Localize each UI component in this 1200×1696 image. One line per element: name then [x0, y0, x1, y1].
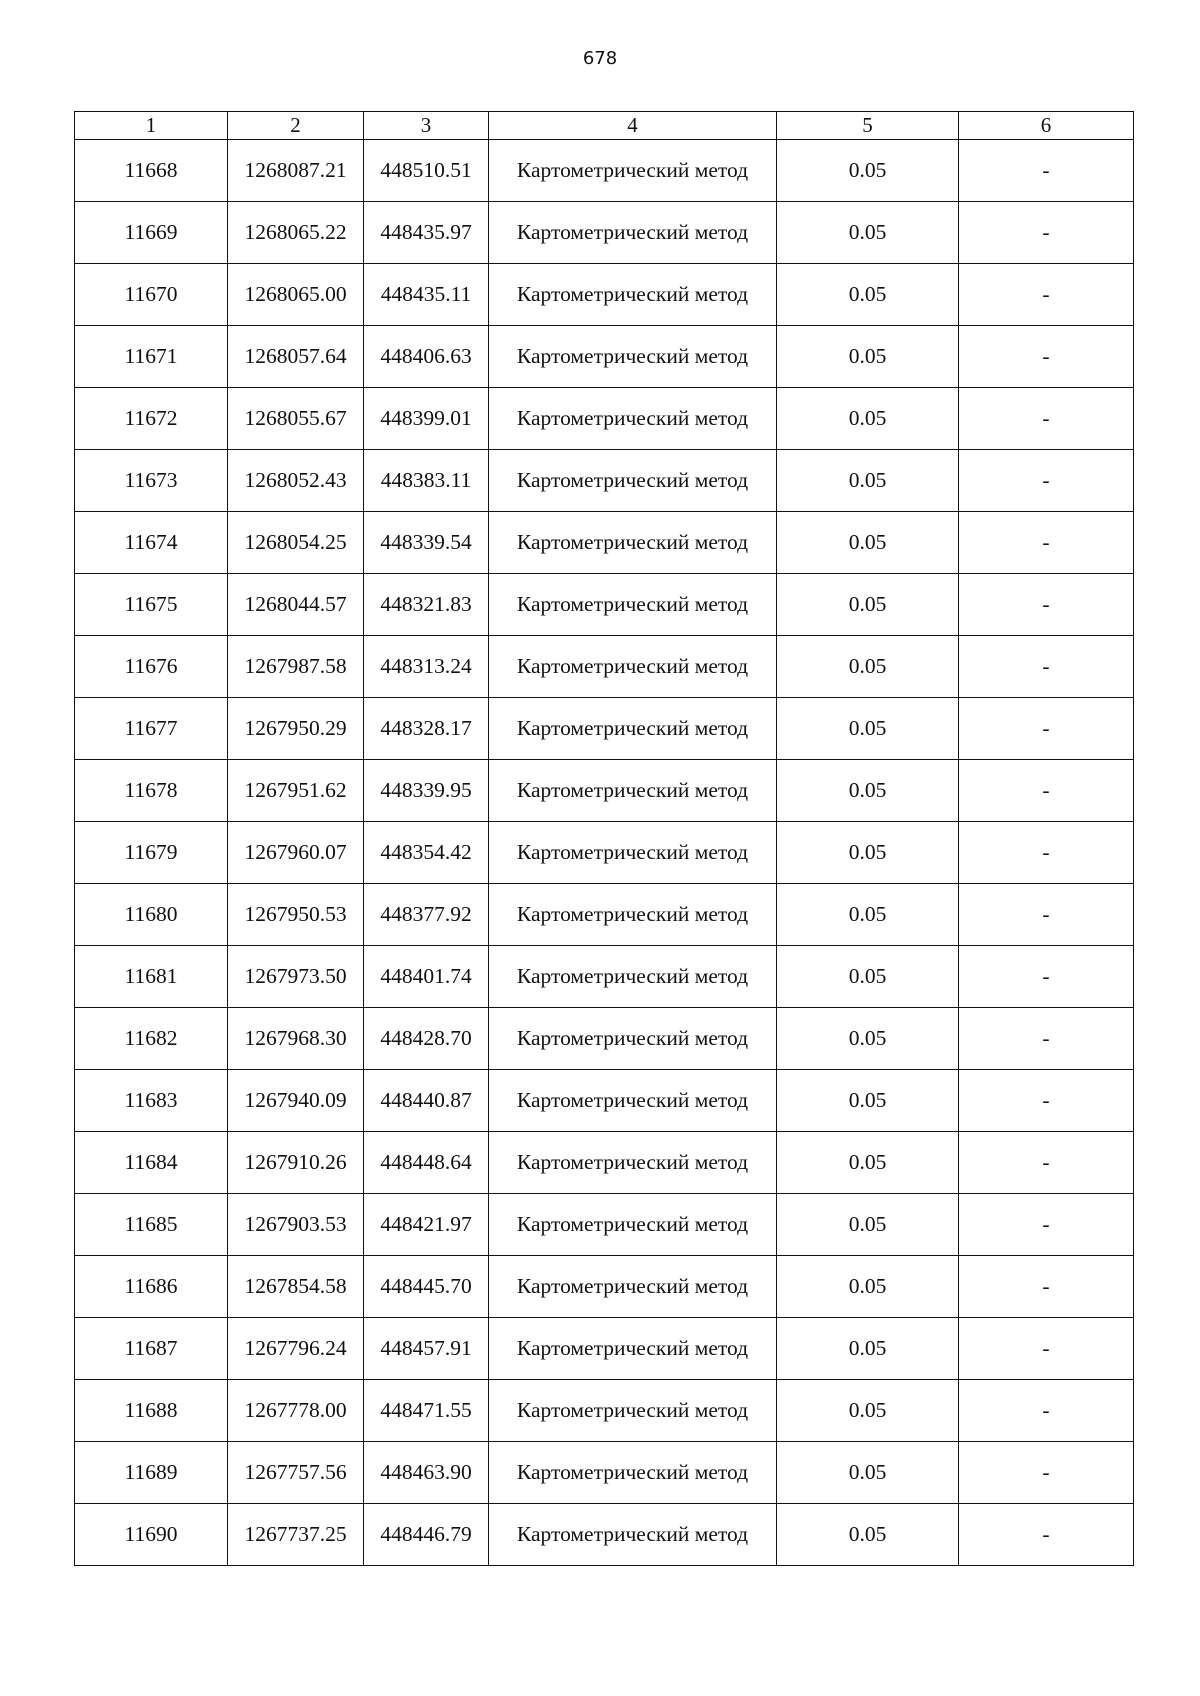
- note-cell: -: [959, 760, 1134, 822]
- point-number-cell: 11677: [75, 698, 228, 760]
- method-cell: Картометрический метод: [489, 140, 777, 202]
- coordinates-table: [74, 111, 1134, 1566]
- table-row: [75, 636, 1134, 698]
- method-cell: Картометрический метод: [489, 450, 777, 512]
- y-coordinate-cell: 448435.11: [364, 264, 489, 326]
- accuracy-cell: 0.05: [777, 450, 959, 512]
- x-coordinate-cell: 1267796.24: [228, 1318, 364, 1380]
- x-coordinate-cell: 1267950.53: [228, 884, 364, 946]
- note-cell: -: [959, 1256, 1134, 1318]
- point-number-cell: 11686: [75, 1256, 228, 1318]
- x-coordinate-cell: 1267987.58: [228, 636, 364, 698]
- accuracy-cell: 0.05: [777, 1132, 959, 1194]
- note-cell: -: [959, 1008, 1134, 1070]
- accuracy-cell: 0.05: [777, 760, 959, 822]
- method-cell: Картометрический метод: [489, 636, 777, 698]
- table-row: [75, 1504, 1134, 1566]
- table-row: [75, 1194, 1134, 1256]
- table-body: [75, 140, 1134, 1566]
- method-cell: Картометрический метод: [489, 1442, 777, 1504]
- y-coordinate-cell: 448435.97: [364, 202, 489, 264]
- point-number-cell: 11681: [75, 946, 228, 1008]
- method-cell: Картометрический метод: [489, 574, 777, 636]
- note-cell: -: [959, 512, 1134, 574]
- note-cell: -: [959, 1194, 1134, 1256]
- y-coordinate-cell: 448471.55: [364, 1380, 489, 1442]
- note-cell: -: [959, 264, 1134, 326]
- column-header: 1: [75, 112, 228, 140]
- accuracy-cell: 0.05: [777, 326, 959, 388]
- table-row: [75, 202, 1134, 264]
- table-row: [75, 574, 1134, 636]
- y-coordinate-cell: 448446.79: [364, 1504, 489, 1566]
- point-number-cell: 11671: [75, 326, 228, 388]
- note-cell: -: [959, 202, 1134, 264]
- point-number-cell: 11676: [75, 636, 228, 698]
- accuracy-cell: 0.05: [777, 1008, 959, 1070]
- table-row: [75, 822, 1134, 884]
- accuracy-cell: 0.05: [777, 884, 959, 946]
- column-header: 5: [777, 112, 959, 140]
- note-cell: -: [959, 946, 1134, 1008]
- x-coordinate-cell: 1267910.26: [228, 1132, 364, 1194]
- point-number-cell: 11679: [75, 822, 228, 884]
- method-cell: Картометрический метод: [489, 1380, 777, 1442]
- point-number-cell: 11675: [75, 574, 228, 636]
- column-header: 2: [228, 112, 364, 140]
- note-cell: -: [959, 1132, 1134, 1194]
- method-cell: Картометрический метод: [489, 512, 777, 574]
- x-coordinate-cell: 1268087.21: [228, 140, 364, 202]
- method-cell: Картометрический метод: [489, 1504, 777, 1566]
- accuracy-cell: 0.05: [777, 1504, 959, 1566]
- column-header: 3: [364, 112, 489, 140]
- x-coordinate-cell: 1267757.56: [228, 1442, 364, 1504]
- method-cell: Картометрический метод: [489, 264, 777, 326]
- column-header: 4: [489, 112, 777, 140]
- method-cell: Картометрический метод: [489, 698, 777, 760]
- method-cell: Картометрический метод: [489, 760, 777, 822]
- x-coordinate-cell: 1268054.25: [228, 512, 364, 574]
- method-cell: Картометрический метод: [489, 1132, 777, 1194]
- accuracy-cell: 0.05: [777, 1194, 959, 1256]
- point-number-cell: 11668: [75, 140, 228, 202]
- x-coordinate-cell: 1267903.53: [228, 1194, 364, 1256]
- y-coordinate-cell: 448354.42: [364, 822, 489, 884]
- note-cell: -: [959, 326, 1134, 388]
- method-cell: Картометрический метод: [489, 388, 777, 450]
- note-cell: -: [959, 1504, 1134, 1566]
- note-cell: -: [959, 140, 1134, 202]
- table-row: [75, 1070, 1134, 1132]
- method-cell: Картометрический метод: [489, 822, 777, 884]
- accuracy-cell: 0.05: [777, 946, 959, 1008]
- y-coordinate-cell: 448421.97: [364, 1194, 489, 1256]
- table-row: [75, 760, 1134, 822]
- method-cell: Картометрический метод: [489, 202, 777, 264]
- accuracy-cell: 0.05: [777, 698, 959, 760]
- x-coordinate-cell: 1267960.07: [228, 822, 364, 884]
- accuracy-cell: 0.05: [777, 1380, 959, 1442]
- y-coordinate-cell: 448406.63: [364, 326, 489, 388]
- header-row: [75, 112, 1134, 140]
- y-coordinate-cell: 448339.54: [364, 512, 489, 574]
- y-coordinate-cell: 448383.11: [364, 450, 489, 512]
- x-coordinate-cell: 1267737.25: [228, 1504, 364, 1566]
- table-row: [75, 1008, 1134, 1070]
- y-coordinate-cell: 448377.92: [364, 884, 489, 946]
- y-coordinate-cell: 448448.64: [364, 1132, 489, 1194]
- table-row: [75, 698, 1134, 760]
- accuracy-cell: 0.05: [777, 140, 959, 202]
- point-number-cell: 11689: [75, 1442, 228, 1504]
- y-coordinate-cell: 448457.91: [364, 1318, 489, 1380]
- accuracy-cell: 0.05: [777, 1442, 959, 1504]
- table-row: [75, 326, 1134, 388]
- table-row: [75, 1132, 1134, 1194]
- accuracy-cell: 0.05: [777, 264, 959, 326]
- method-cell: Картометрический метод: [489, 1070, 777, 1132]
- x-coordinate-cell: 1267778.00: [228, 1380, 364, 1442]
- y-coordinate-cell: 448399.01: [364, 388, 489, 450]
- point-number-cell: 11682: [75, 1008, 228, 1070]
- column-header: 6: [959, 112, 1134, 140]
- point-number-cell: 11685: [75, 1194, 228, 1256]
- x-coordinate-cell: 1268065.00: [228, 264, 364, 326]
- x-coordinate-cell: 1268057.64: [228, 326, 364, 388]
- table-row: [75, 1318, 1134, 1380]
- point-number-cell: 11670: [75, 264, 228, 326]
- note-cell: -: [959, 1442, 1134, 1504]
- y-coordinate-cell: 448401.74: [364, 946, 489, 1008]
- point-number-cell: 11688: [75, 1380, 228, 1442]
- point-number-cell: 11687: [75, 1318, 228, 1380]
- method-cell: Картометрический метод: [489, 1256, 777, 1318]
- method-cell: Картометрический метод: [489, 946, 777, 1008]
- accuracy-cell: 0.05: [777, 1256, 959, 1318]
- x-coordinate-cell: 1268065.22: [228, 202, 364, 264]
- table-row: [75, 264, 1134, 326]
- table-row: [75, 884, 1134, 946]
- x-coordinate-cell: 1268052.43: [228, 450, 364, 512]
- table-row: [75, 1442, 1134, 1504]
- point-number-cell: 11684: [75, 1132, 228, 1194]
- table-row: [75, 1380, 1134, 1442]
- method-cell: Картометрический метод: [489, 884, 777, 946]
- point-number-cell: 11674: [75, 512, 228, 574]
- accuracy-cell: 0.05: [777, 1318, 959, 1380]
- method-cell: Картометрический метод: [489, 326, 777, 388]
- accuracy-cell: 0.05: [777, 1070, 959, 1132]
- accuracy-cell: 0.05: [777, 202, 959, 264]
- note-cell: -: [959, 574, 1134, 636]
- y-coordinate-cell: 448428.70: [364, 1008, 489, 1070]
- table-row: [75, 512, 1134, 574]
- x-coordinate-cell: 1267951.62: [228, 760, 364, 822]
- y-coordinate-cell: 448463.90: [364, 1442, 489, 1504]
- y-coordinate-cell: 448328.17: [364, 698, 489, 760]
- method-cell: Картометрический метод: [489, 1318, 777, 1380]
- y-coordinate-cell: 448510.51: [364, 140, 489, 202]
- x-coordinate-cell: 1267973.50: [228, 946, 364, 1008]
- table-row: [75, 1256, 1134, 1318]
- y-coordinate-cell: 448313.24: [364, 636, 489, 698]
- table-row: [75, 946, 1134, 1008]
- point-number-cell: 11683: [75, 1070, 228, 1132]
- table-row: [75, 140, 1134, 202]
- table-row: [75, 388, 1134, 450]
- accuracy-cell: 0.05: [777, 636, 959, 698]
- y-coordinate-cell: 448321.83: [364, 574, 489, 636]
- point-number-cell: 11673: [75, 450, 228, 512]
- note-cell: -: [959, 450, 1134, 512]
- y-coordinate-cell: 448339.95: [364, 760, 489, 822]
- x-coordinate-cell: 1267950.29: [228, 698, 364, 760]
- y-coordinate-cell: 448445.70: [364, 1256, 489, 1318]
- x-coordinate-cell: 1267940.09: [228, 1070, 364, 1132]
- point-number-cell: 11678: [75, 760, 228, 822]
- method-cell: Картометрический метод: [489, 1194, 777, 1256]
- x-coordinate-cell: 1268055.67: [228, 388, 364, 450]
- point-number-cell: 11672: [75, 388, 228, 450]
- y-coordinate-cell: 448440.87: [364, 1070, 489, 1132]
- accuracy-cell: 0.05: [777, 822, 959, 884]
- accuracy-cell: 0.05: [777, 512, 959, 574]
- note-cell: -: [959, 884, 1134, 946]
- note-cell: -: [959, 822, 1134, 884]
- point-number-cell: 11690: [75, 1504, 228, 1566]
- note-cell: -: [959, 1380, 1134, 1442]
- accuracy-cell: 0.05: [777, 388, 959, 450]
- page-number: 678: [582, 48, 618, 69]
- accuracy-cell: 0.05: [777, 574, 959, 636]
- point-number-cell: 11680: [75, 884, 228, 946]
- table-row: [75, 450, 1134, 512]
- x-coordinate-cell: 1267968.30: [228, 1008, 364, 1070]
- note-cell: -: [959, 388, 1134, 450]
- note-cell: -: [959, 636, 1134, 698]
- x-coordinate-cell: 1268044.57: [228, 574, 364, 636]
- x-coordinate-cell: 1267854.58: [228, 1256, 364, 1318]
- note-cell: -: [959, 698, 1134, 760]
- note-cell: -: [959, 1070, 1134, 1132]
- point-number-cell: 11669: [75, 202, 228, 264]
- method-cell: Картометрический метод: [489, 1008, 777, 1070]
- note-cell: -: [959, 1318, 1134, 1380]
